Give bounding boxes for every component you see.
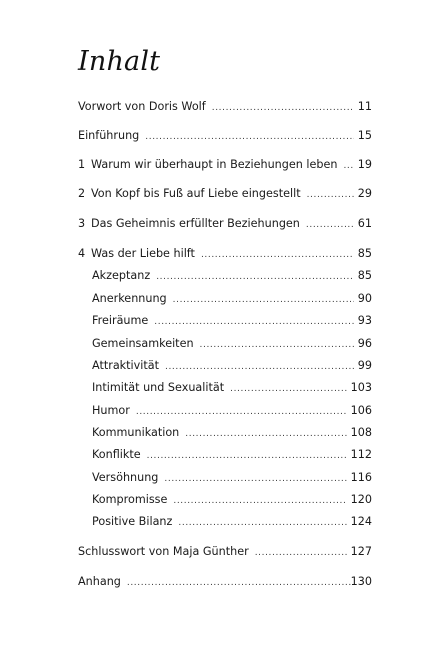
toc-entry-introduction[interactable] — [78, 129, 372, 144]
toc-entry-label: Konflikte — [92, 448, 141, 461]
toc-entry-label: Von Kopf bis Fuß auf Liebe eingestellt — [91, 187, 301, 200]
toc-entry-page: 108 — [350, 426, 372, 439]
chapter-number: 2 — [78, 187, 86, 200]
chapter-number: 3 — [78, 217, 86, 230]
toc-entry-foreword[interactable] — [78, 100, 372, 115]
toc-entry-page: 127 — [350, 545, 372, 558]
dot-leader — [255, 546, 347, 560]
toc-entry-label: Vorwort von Doris Wolf — [78, 100, 206, 113]
dot-leader — [145, 130, 353, 144]
toc-entry-page: 90 — [357, 292, 372, 305]
dot-leader — [212, 101, 354, 115]
toc-entry-label: Anhang — [78, 575, 121, 588]
dot-leader — [230, 382, 347, 396]
toc-entry-label: Freiräume — [92, 314, 149, 327]
toc-subentry-gemeinsamkeiten[interactable] — [92, 337, 372, 352]
toc-entry-label: Warum wir überhaupt in Beziehungen leben — [91, 158, 338, 171]
toc-entry-page: 96 — [357, 337, 372, 350]
toc-entry-page: 29 — [357, 187, 372, 200]
toc-entry-label: Kommunikation — [92, 426, 180, 439]
dot-leader — [173, 293, 354, 307]
toc-subentry-freiraeume[interactable] — [92, 314, 372, 329]
toc-entry-page: 19 — [357, 158, 372, 171]
toc-entry-page: 103 — [350, 381, 372, 394]
toc-subentry-konflikte[interactable] — [92, 448, 372, 463]
toc-entry-label: Das Geheimnis erfüllter Beziehungen — [91, 217, 300, 230]
toc-entry-appendix[interactable] — [78, 575, 372, 590]
dot-leader — [164, 472, 346, 486]
toc-entry-label: Schlusswort von Maja Günther — [78, 545, 249, 558]
toc-entry-page: 106 — [350, 404, 372, 417]
toc-entry-page: 99 — [357, 359, 372, 372]
toc-entry-label: Intimität und Sexualität — [92, 381, 225, 394]
dot-leader — [306, 218, 354, 232]
toc-entry-page: 85 — [357, 269, 372, 282]
toc-entry-page: 112 — [350, 448, 372, 461]
dot-leader — [127, 576, 351, 590]
dot-leader — [165, 360, 354, 374]
toc-subentry-kommunikation[interactable] — [92, 426, 372, 441]
dot-leader — [178, 516, 346, 530]
toc-entry-label: Kompromisse — [92, 493, 168, 506]
toc-entry-label: Einführung — [78, 129, 140, 142]
toc-entry-page: 124 — [350, 515, 372, 528]
toc-entry-label: Versöhnung — [92, 471, 159, 484]
dot-leader — [147, 449, 347, 463]
dot-leader — [156, 270, 354, 284]
toc-entry-label: Akzeptanz — [92, 269, 151, 282]
dot-leader — [154, 315, 353, 329]
toc-entry-chapter-1[interactable] — [78, 158, 372, 173]
toc-entry-page: 120 — [350, 493, 372, 506]
toc-entry-chapter-4[interactable] — [78, 247, 372, 262]
toc-subentry-positive-bilanz[interactable] — [92, 515, 372, 530]
chapter-number: 4 — [78, 247, 86, 260]
toc-subentry-anerkennung[interactable] — [92, 292, 372, 307]
toc-entry-label: Was der Liebe hilft — [91, 247, 195, 260]
page-title: Inhalt — [78, 46, 161, 77]
chapter-number: 1 — [78, 158, 86, 171]
toc-entry-page: 15 — [357, 129, 372, 142]
toc-entry-page: 93 — [357, 314, 372, 327]
toc-subentry-intimitaet[interactable] — [92, 381, 372, 396]
dot-leader — [173, 494, 346, 508]
toc-entry-label: Attraktivität — [92, 359, 160, 372]
dot-leader — [201, 248, 354, 262]
toc-subentry-attraktivitaet[interactable] — [92, 359, 372, 374]
toc-subentry-versoehnung[interactable] — [92, 471, 372, 486]
toc-subentry-akzeptanz[interactable] — [92, 269, 372, 284]
toc-entry-page: 11 — [357, 100, 372, 113]
toc-entry-afterword[interactable] — [78, 545, 372, 560]
toc-entry-page: 130 — [350, 575, 372, 588]
toc-entry-page: 85 — [357, 247, 372, 260]
toc-entry-page: 116 — [350, 471, 372, 484]
toc-entry-label: Positive Bilanz — [92, 515, 173, 528]
toc-entry-chapter-2[interactable] — [78, 187, 372, 202]
toc-entry-chapter-3[interactable] — [78, 217, 372, 232]
toc-subentry-kompromisse[interactable] — [92, 493, 372, 508]
toc-subentry-humor[interactable] — [92, 404, 372, 419]
toc-entry-page: 61 — [357, 217, 372, 230]
dot-leader — [307, 188, 354, 202]
toc-entry-label: Gemeinsamkeiten — [92, 337, 194, 350]
dot-leader — [200, 338, 354, 352]
toc-entry-label: Humor — [92, 404, 130, 417]
dot-leader — [343, 159, 353, 173]
dot-leader — [185, 427, 346, 441]
toc-entry-label: Anerkennung — [92, 292, 167, 305]
dot-leader — [136, 405, 347, 419]
